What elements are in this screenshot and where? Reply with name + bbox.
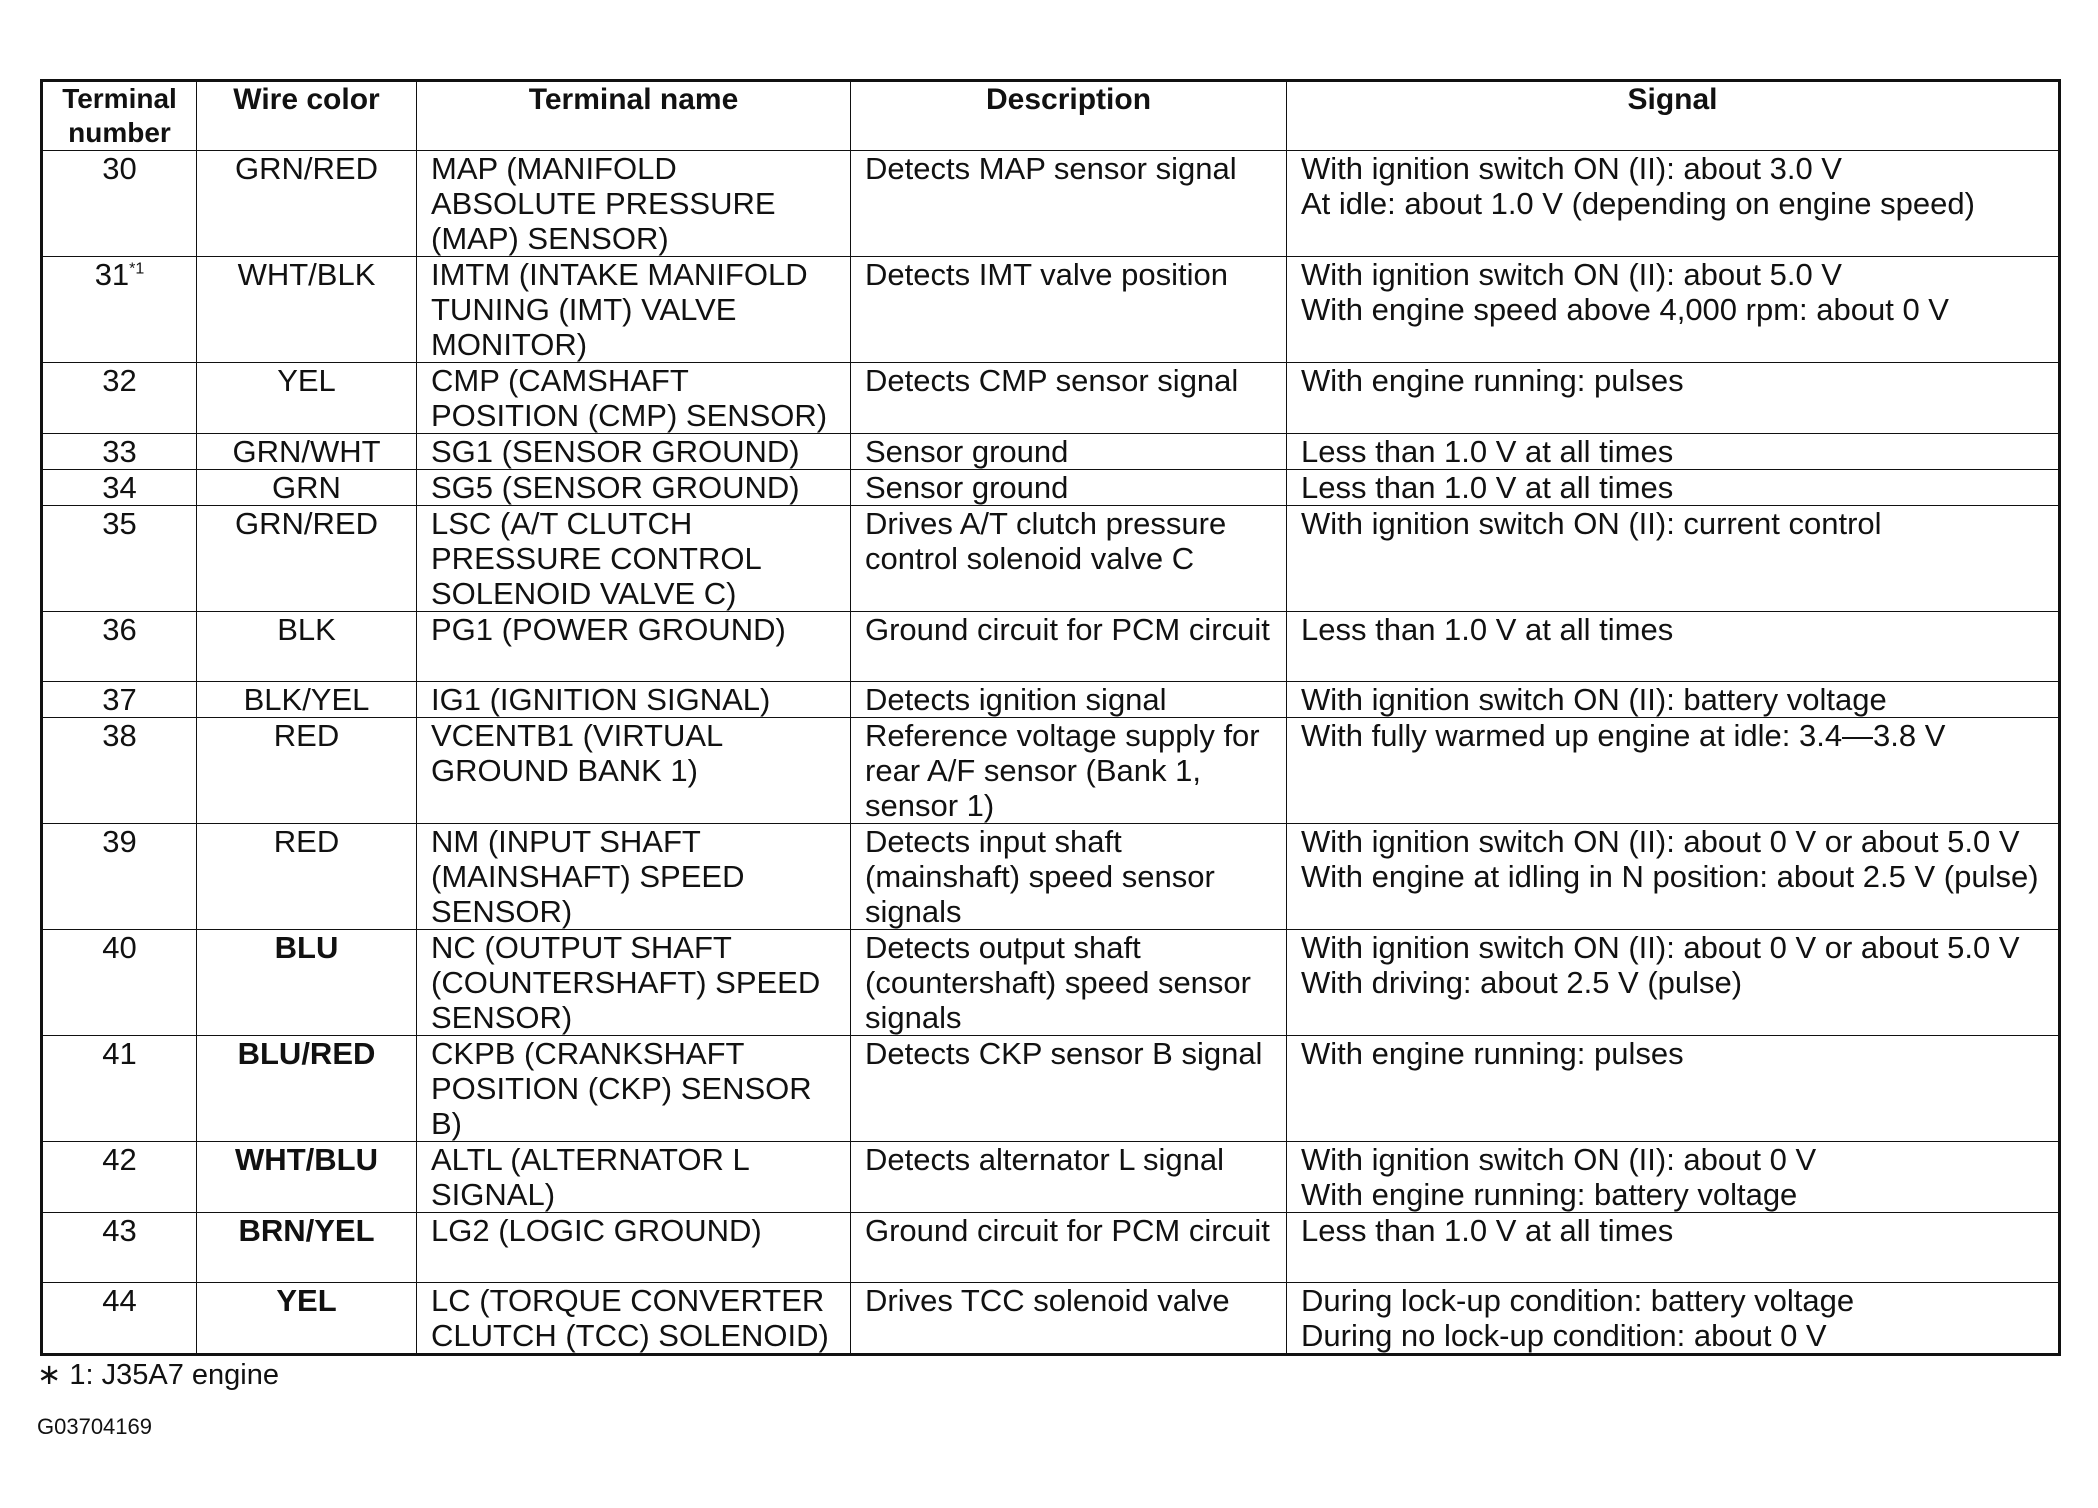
signal-line: With ignition switch ON (II): current control bbox=[1301, 506, 1882, 541]
description-cell: Detects MAP sensor signal bbox=[851, 151, 1287, 257]
table-row bbox=[42, 363, 2060, 434]
signal-cell bbox=[1287, 1213, 2060, 1283]
description-cell: Sensor ground bbox=[851, 434, 1287, 470]
signal-line: With ignition switch ON (II): about 0 V or about 5.0 V bbox=[1301, 930, 2020, 965]
signal-line: With engine speed above 4,000 rpm: about 0 V bbox=[1301, 292, 1949, 327]
terminal-name-cell: SG1 (SENSOR GROUND) bbox=[417, 434, 851, 470]
signal-line: Less than 1.0 V at all times bbox=[1301, 612, 1674, 647]
terminal-number-cell: 39 bbox=[42, 824, 197, 930]
terminal-number-cell: 30 bbox=[42, 151, 197, 257]
signal-cell bbox=[1287, 363, 2060, 434]
terminal-name-cell: NC (OUTPUT SHAFT (COUNTERSHAFT) SPEED SENSOR) bbox=[417, 930, 851, 1036]
signal-cell bbox=[1287, 612, 2060, 682]
wire-color-cell: GRN/RED bbox=[197, 506, 417, 612]
signal-line: With ignition switch ON (II): about 5.0 V bbox=[1301, 257, 1842, 292]
terminal-number-cell: 32 bbox=[42, 363, 197, 434]
table-row bbox=[42, 1213, 2060, 1283]
terminal-number-cell: 43 bbox=[42, 1213, 197, 1283]
signal-cell bbox=[1287, 506, 2060, 612]
terminal-number-cell: 42 bbox=[42, 1142, 197, 1213]
table-row bbox=[42, 1036, 2060, 1142]
signal-cell bbox=[1287, 257, 2060, 363]
signal-line: With ignition switch ON (II): about 3.0 V bbox=[1301, 151, 1842, 186]
table-row bbox=[42, 930, 2060, 1036]
signal-line: With fully warmed up engine at idle: 3.4—3.8 V bbox=[1301, 718, 1946, 753]
wire-color-cell: BLU bbox=[197, 930, 417, 1036]
wire-color-cell: BLK bbox=[197, 612, 417, 682]
signal-line: At idle: about 1.0 V (depending on engine speed) bbox=[1301, 186, 1975, 221]
wire-color-cell: YEL bbox=[197, 363, 417, 434]
terminal-table bbox=[40, 79, 2061, 1356]
description-cell: Ground circuit for PCM circuit bbox=[851, 612, 1287, 682]
table-row bbox=[42, 257, 2060, 363]
signal-line: With engine running: battery voltage bbox=[1301, 1177, 1798, 1212]
terminal-name-cell: LG2 (LOGIC GROUND) bbox=[417, 1213, 851, 1283]
terminal-number-cell: 33 bbox=[42, 434, 197, 470]
terminal-name-cell: MAP (MANIFOLD ABSOLUTE PRESSURE (MAP) SENSOR) bbox=[417, 151, 851, 257]
description-cell: Detects CMP sensor signal bbox=[851, 363, 1287, 434]
table-row bbox=[42, 824, 2060, 930]
terminal-number-cell: 38 bbox=[42, 718, 197, 824]
signal-cell bbox=[1287, 718, 2060, 824]
table-row bbox=[42, 612, 2060, 682]
footnote: ∗ 1: J35A7 engine bbox=[37, 1359, 279, 1391]
description-cell: Ground circuit for PCM circuit bbox=[851, 1213, 1287, 1283]
signal-cell bbox=[1287, 930, 2060, 1036]
wire-color-cell: WHT/BLK bbox=[197, 257, 417, 363]
signal-line: Less than 1.0 V at all times bbox=[1301, 1213, 1674, 1248]
description-cell: Detects CKP sensor B signal bbox=[851, 1036, 1287, 1142]
description-cell: Detects input shaft (mainshaft) speed sensor signals bbox=[851, 824, 1287, 930]
description-cell: Detects alternator L signal bbox=[851, 1142, 1287, 1213]
terminal-name-cell: IG1 (IGNITION SIGNAL) bbox=[417, 682, 851, 718]
wire-color-cell: GRN/WHT bbox=[197, 434, 417, 470]
table-row bbox=[42, 718, 2060, 824]
signal-line: During lock-up condition: battery voltage bbox=[1301, 1283, 1855, 1318]
wire-color-cell: WHT/BLU bbox=[197, 1142, 417, 1213]
signal-cell bbox=[1287, 434, 2060, 470]
terminal-name-cell: ALTL (ALTERNATOR L SIGNAL) bbox=[417, 1142, 851, 1213]
signal-line: Less than 1.0 V at all times bbox=[1301, 470, 1674, 505]
header-terminal-name: Terminal name bbox=[417, 81, 851, 151]
wire-color-cell: RED bbox=[197, 718, 417, 824]
table-row bbox=[42, 1142, 2060, 1213]
wire-color-cell: GRN/RED bbox=[197, 151, 417, 257]
wire-color-cell: BRN/YEL bbox=[197, 1213, 417, 1283]
wire-color-cell: YEL bbox=[197, 1283, 417, 1355]
terminal-number-cell: 31$^{*1}$ bbox=[42, 257, 197, 363]
table-row bbox=[42, 470, 2060, 506]
description-cell: Detects output shaft (countershaft) speed sensor signals bbox=[851, 930, 1287, 1036]
terminal-number-cell: 37 bbox=[42, 682, 197, 718]
table-row bbox=[42, 1283, 2060, 1355]
wire-color-cell: BLU/RED bbox=[197, 1036, 417, 1142]
terminal-number-cell: 36 bbox=[42, 612, 197, 682]
signal-cell bbox=[1287, 1142, 2060, 1213]
signal-line: With ignition switch ON (II): about 0 V bbox=[1301, 1142, 1817, 1177]
description-cell: Detects IMT valve position bbox=[851, 257, 1287, 363]
figure-code: G03704169 bbox=[37, 1414, 152, 1439]
terminal-number-cell: 41 bbox=[42, 1036, 197, 1142]
description-cell: Detects ignition signal bbox=[851, 682, 1287, 718]
table-row bbox=[42, 434, 2060, 470]
terminal-number-cell: 34 bbox=[42, 470, 197, 506]
signal-line: With engine at idling in N position: about 2.5 V (pulse) bbox=[1301, 859, 2039, 894]
description-cell: Drives A/T clutch pressure control solenoid valve C bbox=[851, 506, 1287, 612]
terminal-name-cell: IMTM (INTAKE MANIFOLD TUNING (IMT) VALVE MONITOR) bbox=[417, 257, 851, 363]
signal-cell bbox=[1287, 682, 2060, 718]
terminal-name-cell: CKPB (CRANKSHAFT POSITION (CKP) SENSOR B) bbox=[417, 1036, 851, 1142]
header-description: Description bbox=[851, 81, 1287, 151]
header-wire-color: Wire color bbox=[197, 81, 417, 151]
signal-cell bbox=[1287, 824, 2060, 930]
terminal-name-cell: LC (TORQUE CONVERTER CLUTCH (TCC) SOLENOID) bbox=[417, 1283, 851, 1355]
signal-line: During no lock-up condition: about 0 V bbox=[1301, 1318, 1827, 1353]
signal-line: With engine running: pulses bbox=[1301, 1036, 1684, 1071]
terminal-number-cell: 35 bbox=[42, 506, 197, 612]
wire-color-cell: GRN bbox=[197, 470, 417, 506]
header-signal: Signal bbox=[1287, 81, 2060, 151]
signal-line: Less than 1.0 V at all times bbox=[1301, 434, 1674, 469]
signal-cell bbox=[1287, 1283, 2060, 1355]
terminal-name-cell: CMP (CAMSHAFT POSITION (CMP) SENSOR) bbox=[417, 363, 851, 434]
terminal-name-cell: NM (INPUT SHAFT (MAINSHAFT) SPEED SENSOR) bbox=[417, 824, 851, 930]
table-row bbox=[42, 682, 2060, 718]
wire-color-cell: RED bbox=[197, 824, 417, 930]
footnote-marker: *1 bbox=[129, 260, 145, 278]
signal-line: With engine running: pulses bbox=[1301, 363, 1684, 398]
description-cell: Sensor ground bbox=[851, 470, 1287, 506]
terminal-name-cell: SG5 (SENSOR GROUND) bbox=[417, 470, 851, 506]
signal-line: With driving: about 2.5 V (pulse) bbox=[1301, 965, 1743, 1000]
header-terminal-number: Terminal number bbox=[42, 81, 197, 151]
wire-color-cell: BLK/YEL bbox=[197, 682, 417, 718]
signal-line: With ignition switch ON (II): battery voltage bbox=[1301, 682, 1887, 717]
signal-cell bbox=[1287, 151, 2060, 257]
terminal-number-cell: 40 bbox=[42, 930, 197, 1036]
terminal-name-cell: VCENTB1 (VIRTUAL GROUND BANK 1) bbox=[417, 718, 851, 824]
description-cell: Reference voltage supply for rear A/F sensor (Bank 1, sensor 1) bbox=[851, 718, 1287, 824]
signal-cell bbox=[1287, 1036, 2060, 1142]
terminal-name-cell: LSC (A/T CLUTCH PRESSURE CONTROL SOLENOID VALVE C) bbox=[417, 506, 851, 612]
header-row bbox=[42, 81, 2060, 151]
terminal-name-cell: PG1 (POWER GROUND) bbox=[417, 612, 851, 682]
table-row bbox=[42, 506, 2060, 612]
signal-cell bbox=[1287, 470, 2060, 506]
terminal-number-cell: 44 bbox=[42, 1283, 197, 1355]
signal-line: With ignition switch ON (II): about 0 V or about 5.0 V bbox=[1301, 824, 2020, 859]
table-row bbox=[42, 151, 2060, 257]
description-cell: Drives TCC solenoid valve bbox=[851, 1283, 1287, 1355]
